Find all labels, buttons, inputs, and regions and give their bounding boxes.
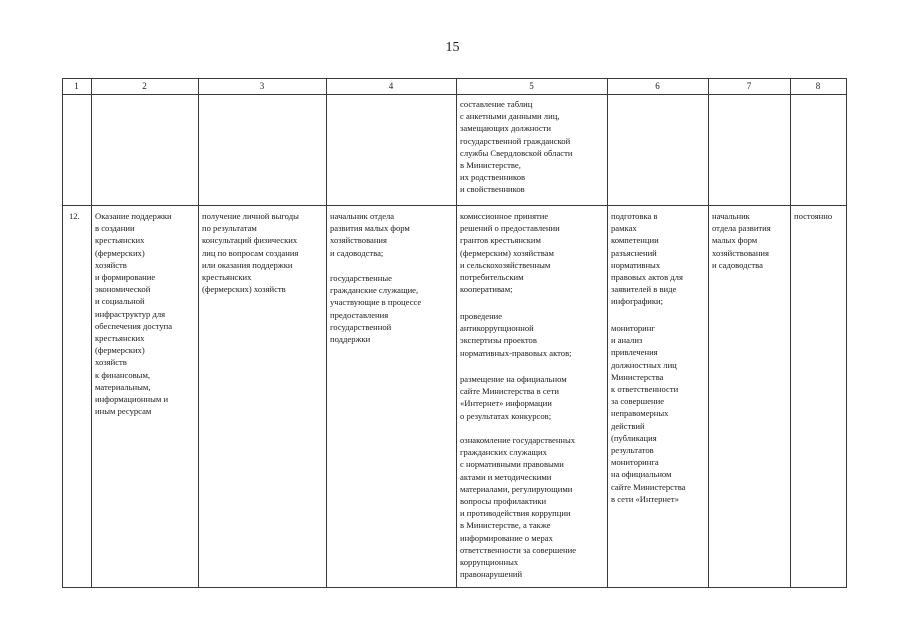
column-border — [326, 78, 327, 588]
responsible-positions-2: государственные гражданские служащие, участвующие в процессе предоставления государственной поддержки — [330, 273, 422, 345]
corruption-risk: получение личной выгоды по результатам консультаций физических лиц по вопросам создания или оказания поддержки крестьянских (фермерских) хозяйств — [202, 211, 299, 295]
column-border — [91, 78, 92, 588]
header-cell: 2 — [142, 81, 147, 91]
header-cell: 6 — [655, 81, 660, 91]
column-border — [607, 78, 608, 588]
row-divider — [62, 205, 847, 206]
column-border — [198, 78, 199, 588]
minimization-measure-2: мониторинг и анализ привлечения должностных лиц Министерства к ответственности за совершение неправомерных действий (публикация результатов мониторинга на официальном сайте Министерства в сети «Интернет» — [611, 323, 686, 504]
column-border — [62, 78, 63, 588]
header-cell: 5 — [529, 81, 534, 91]
measure-1: комиссионное принятие решений о предоставлении грантов крестьянским (фермерским) хозяйствам и сельскохозяйственным потребительским кооперативам; — [460, 211, 560, 295]
measure-3: размещение на официальном сайте Министерства в сети «Интернет» информации о результатах конкурсов; — [460, 374, 567, 421]
header-cell: 7 — [746, 81, 752, 91]
process-description: Оказание поддержки в создании крестьянских (фермерских) хозяйств и формирование экономической и социальной инфраструктур для обеспечения доступа крестьянских (фермерских) хозяйств к финансовым, материальным, информационным и иным ресурсам — [95, 211, 173, 417]
minimization-measure-1: подготовка в рамках компетенции разъяснений нормативных правовых актов для заявителей в виде инфографики; — [611, 211, 683, 307]
header-cell: 1 — [74, 81, 79, 91]
header-divider — [62, 94, 847, 95]
measures-table — [62, 78, 847, 588]
continuation-measure: составление таблиц с анкетными данными лиц, замещающих должности государственной гражданской службы Свердловской области в Министерстве, их родственников и свойственников — [460, 99, 573, 195]
header-cell: 3 — [259, 81, 265, 91]
measure-4: ознакомление государственных гражданских служащих с нормативными правовыми актами и методическими материалами, регулирующими вопросы профилактики и противодействия коррупции в Министерстве, а также информирование о мерах ответственности за совершение коррупционных правонарушений — [460, 435, 577, 580]
table-bottom-border — [62, 587, 847, 588]
page-number: 15 — [445, 40, 460, 55]
column-border — [708, 78, 709, 588]
row-number: 12. — [69, 211, 80, 221]
responsible-positions-1: начальник отдела развития малых форм хозяйствования и садоводства; — [330, 211, 410, 258]
deadline: постоянно — [794, 211, 833, 221]
responsible-executor: начальник отдела развития малых форм хозяйствования и садоводства — [712, 211, 771, 270]
measure-2: проведение антикоррупционной экспертизы проектов нормативных-правовых актов; — [460, 311, 572, 358]
header-cell: 4 — [388, 81, 394, 91]
column-border — [790, 78, 791, 588]
column-border — [456, 78, 457, 588]
header-cell: 8 — [815, 81, 821, 91]
column-border — [846, 78, 847, 588]
